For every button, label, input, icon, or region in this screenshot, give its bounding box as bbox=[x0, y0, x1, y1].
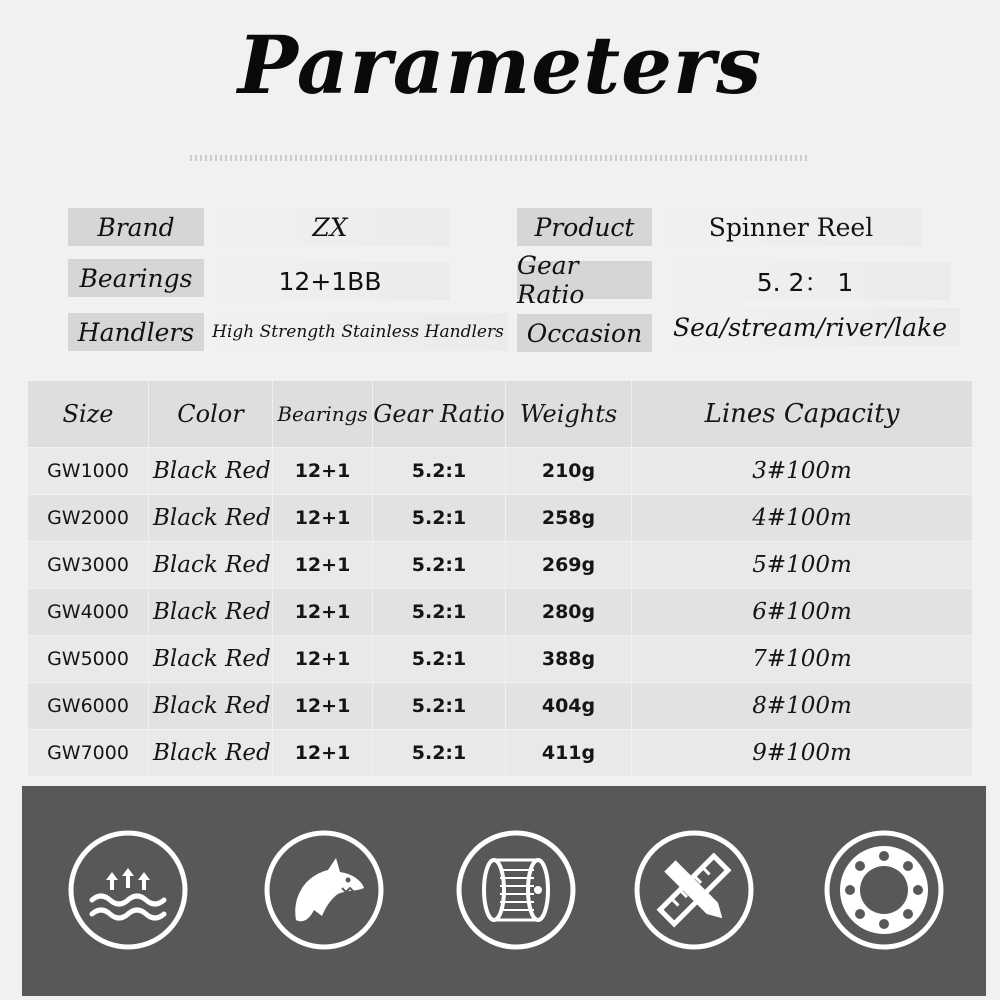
table-cell-weight: 280g bbox=[506, 589, 631, 635]
table-cell-bearings: 12+1 bbox=[273, 730, 372, 776]
brand-value: ZX bbox=[210, 208, 450, 246]
table-cell-lines: 6#100m bbox=[632, 589, 972, 635]
table-cell-color: Black Red bbox=[149, 542, 272, 588]
handlers-label: Handlers bbox=[68, 313, 204, 351]
table-cell-weight: 388g bbox=[506, 636, 631, 682]
table-cell-gear-ratio: 5.2:1 bbox=[373, 448, 505, 494]
product-label: Product bbox=[517, 208, 652, 246]
header-weights: Weights bbox=[506, 381, 631, 447]
table-cell-lines: 7#100m bbox=[632, 636, 972, 682]
table-cell-size: GW7000 bbox=[28, 730, 148, 776]
divider bbox=[190, 155, 810, 161]
table-cell-bearings: 12+1 bbox=[273, 495, 372, 541]
table-cell-color: Black Red bbox=[149, 636, 272, 682]
table-cell-bearings: 12+1 bbox=[273, 542, 372, 588]
table-cell-color: Black Red bbox=[149, 730, 272, 776]
page-title: Parameters bbox=[237, 18, 763, 112]
table-cell-weight: 210g bbox=[506, 448, 631, 494]
shark-icon bbox=[262, 828, 386, 952]
table-cell-color: Black Red bbox=[149, 448, 272, 494]
table-cell-lines: 8#100m bbox=[632, 683, 972, 729]
feature-icons-panel bbox=[22, 786, 986, 996]
table-cell-size: GW1000 bbox=[28, 448, 148, 494]
line-spool-icon bbox=[454, 828, 578, 952]
table-cell-weight: 258g bbox=[506, 495, 631, 541]
water-waves-icon bbox=[66, 828, 190, 952]
header-gear-ratio: Gear Ratio bbox=[373, 381, 505, 447]
header-bearings: Bearings bbox=[273, 381, 372, 447]
table-cell-gear-ratio: 5.2:1 bbox=[373, 495, 505, 541]
table-cell-lines: 9#100m bbox=[632, 730, 972, 776]
table-cell-weight: 404g bbox=[506, 683, 631, 729]
header-color: Color bbox=[149, 381, 272, 447]
header-size: Size bbox=[28, 381, 148, 447]
table-cell-lines: 4#100m bbox=[632, 495, 972, 541]
table-cell-bearings: 12+1 bbox=[273, 683, 372, 729]
gear-ratio-label: Gear Ratio bbox=[517, 261, 652, 299]
table-cell-gear-ratio: 5.2:1 bbox=[373, 542, 505, 588]
table-cell-size: GW4000 bbox=[28, 589, 148, 635]
table-cell-gear-ratio: 5.2:1 bbox=[373, 636, 505, 682]
table-cell-color: Black Red bbox=[149, 589, 272, 635]
bearings-label: Bearings bbox=[68, 259, 204, 297]
table-cell-lines: 5#100m bbox=[632, 542, 972, 588]
header-lines-capacity: Lines Capacity bbox=[632, 381, 972, 447]
product-value: Spinner Reel bbox=[660, 208, 922, 246]
table-cell-bearings: 12+1 bbox=[273, 589, 372, 635]
table-cell-gear-ratio: 5.2:1 bbox=[373, 730, 505, 776]
table-cell-size: GW3000 bbox=[28, 542, 148, 588]
table-cell-gear-ratio: 5.2:1 bbox=[373, 683, 505, 729]
bearing-ring-icon bbox=[822, 828, 946, 952]
gear-ratio-value: 5. 2： 1 bbox=[660, 262, 950, 300]
table-cell-gear-ratio: 5.2:1 bbox=[373, 589, 505, 635]
table-cell-size: GW6000 bbox=[28, 683, 148, 729]
table-cell-weight: 269g bbox=[506, 542, 631, 588]
table-cell-lines: 3#100m bbox=[632, 448, 972, 494]
table-cell-bearings: 12+1 bbox=[273, 448, 372, 494]
bearings-value: 12+1BB bbox=[210, 262, 450, 300]
table-cell-size: GW2000 bbox=[28, 495, 148, 541]
occasion-label: Occasion bbox=[517, 314, 652, 352]
parameters-table bbox=[28, 381, 973, 777]
handlers-value: High Strength Stainless Handlers bbox=[208, 313, 508, 351]
table-cell-bearings: 12+1 bbox=[273, 636, 372, 682]
table-cell-color: Black Red bbox=[149, 683, 272, 729]
brand-label: Brand bbox=[68, 208, 204, 246]
table-cell-size: GW5000 bbox=[28, 636, 148, 682]
table-cell-color: Black Red bbox=[149, 495, 272, 541]
table-cell-weight: 411g bbox=[506, 730, 631, 776]
occasion-value: Sea/stream/river/lake bbox=[660, 308, 960, 346]
crossed-tools-icon bbox=[632, 828, 756, 952]
